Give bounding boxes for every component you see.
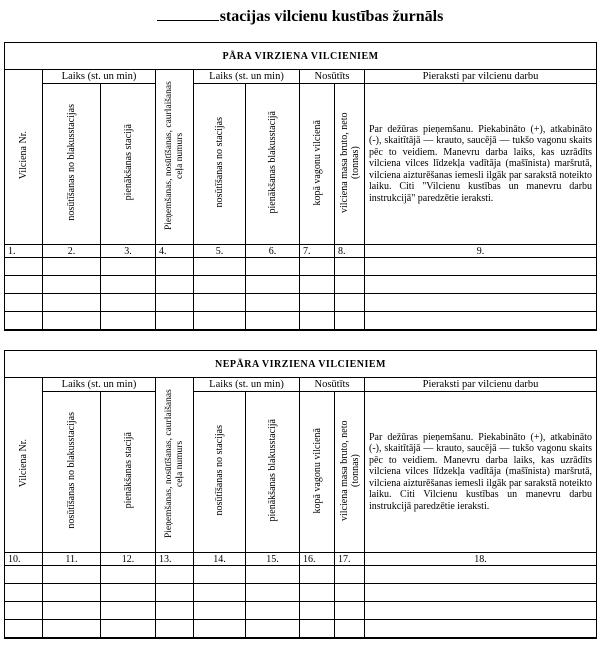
table-row[interactable]: [5, 584, 597, 602]
entry-cell[interactable]: [5, 566, 43, 584]
column-number: 15.: [246, 553, 300, 566]
entry-cell[interactable]: [194, 258, 246, 276]
entry-cell[interactable]: [156, 620, 194, 639]
entry-cell[interactable]: [43, 258, 101, 276]
column-number: 17.: [335, 553, 365, 566]
col-wagons-total-header: kopā vagonu vilcienā: [300, 84, 335, 245]
page-title-text: stacijas vilcienu kustības žurnāls: [219, 8, 444, 25]
col-route-number-header: Pieņemšanas, nosūtīšanas, caurlaišanas ceļa numurs: [156, 378, 194, 553]
entry-cell[interactable]: [246, 584, 300, 602]
entry-cell[interactable]: [101, 258, 156, 276]
entry-cell[interactable]: [156, 294, 194, 312]
entry-cell[interactable]: [101, 566, 156, 584]
column-number: 7.: [300, 245, 335, 258]
entry-cell[interactable]: [5, 620, 43, 639]
page-title: [0, 6, 600, 26]
entry-cell[interactable]: [365, 602, 597, 620]
entry-cell[interactable]: [43, 276, 101, 294]
notes-group-header: Pieraksti par vilcienu darbu: [365, 378, 597, 392]
entry-cell[interactable]: [365, 566, 597, 584]
column-number: 12.: [101, 553, 156, 566]
entry-cell[interactable]: [246, 602, 300, 620]
entry-cell[interactable]: [101, 620, 156, 639]
entry-cell[interactable]: [194, 620, 246, 639]
col-mass-header: vilciena masa bruto, neto (tonnas): [335, 392, 365, 553]
entry-cell[interactable]: [300, 312, 335, 331]
entry-cell[interactable]: [335, 276, 365, 294]
entry-cell[interactable]: [365, 584, 597, 602]
col-depart-neighbor-header: nosūtīšanas no blakusstacijas: [43, 392, 101, 553]
table-row[interactable]: [5, 566, 597, 584]
entry-cell[interactable]: [194, 276, 246, 294]
time-group-header-1: Laiks (st. un min): [43, 378, 156, 392]
column-number: 18.: [365, 553, 597, 566]
column-number: 11.: [43, 553, 101, 566]
sent-group-header: Nosūtīts: [300, 70, 365, 84]
table-row[interactable]: [5, 294, 597, 312]
entry-cell[interactable]: [194, 312, 246, 331]
entry-cell[interactable]: [43, 312, 101, 331]
col-arrive-neighbor-header: pienākšanas blakusstacijā: [246, 392, 300, 553]
entry-cell[interactable]: [300, 602, 335, 620]
entry-cell[interactable]: [246, 294, 300, 312]
col-arrive-neighbor-header: pienākšanas blakusstacijā: [246, 84, 300, 245]
entry-cell[interactable]: [101, 276, 156, 294]
entry-cell[interactable]: [5, 258, 43, 276]
entry-cell[interactable]: [335, 584, 365, 602]
entry-cell[interactable]: [365, 258, 597, 276]
entry-cell[interactable]: [335, 294, 365, 312]
section-title: PĀRA VIRZIENA VILCIENIEM: [5, 43, 597, 70]
entry-cell[interactable]: [156, 312, 194, 331]
time-group-header-2: Laiks (st. un min): [194, 70, 300, 84]
section-title: NEPĀRA VIRZIENA VILCIENIEM: [5, 351, 597, 378]
table-row[interactable]: [5, 312, 597, 331]
col-depart-station-header: nosūtīšanas no stacijas: [194, 392, 246, 553]
column-number: 16.: [300, 553, 335, 566]
notes-description: Par dežūras pieņemšanu. Piekabināto (+), atkabināto (-), skaitītājā — krauto, saucējā — tukšo vagonu skaits pēc to veidiem. Manevru darba laiks, kas uzrādīts vilciena vilces līdzekļa vadītāja (mašīnista) maršrutā, vilciena aizturēšanas iemesli ilgāk par sarakstā noteikto laiku. Citi Vilcienu kustības un manevru darbu instrukcijā paredzētie ieraksti.: [365, 392, 597, 553]
entry-cell[interactable]: [300, 276, 335, 294]
entry-cell[interactable]: [365, 294, 597, 312]
entry-cell[interactable]: [194, 602, 246, 620]
col-wagons-total-header: kopā vagonu vilcienā: [300, 392, 335, 553]
entry-cell[interactable]: [246, 276, 300, 294]
entry-cell[interactable]: [246, 620, 300, 639]
column-number: 5.: [194, 245, 246, 258]
column-number-row: [5, 245, 597, 258]
col-train-number-header: Vilciena Nr.: [5, 378, 43, 553]
entry-cell[interactable]: [43, 602, 101, 620]
entry-cell[interactable]: [246, 312, 300, 331]
entry-cell[interactable]: [194, 584, 246, 602]
entry-cell[interactable]: [43, 566, 101, 584]
col-route-number-header: Pieņemšanas, nosūtīšanas, caurlaišanas ceļa numurs: [156, 70, 194, 245]
entry-cell[interactable]: [43, 294, 101, 312]
column-number: 6.: [246, 245, 300, 258]
column-number: 4.: [156, 245, 194, 258]
table-row[interactable]: [5, 276, 597, 294]
table-row[interactable]: [5, 620, 597, 639]
column-number: 13.: [156, 553, 194, 566]
entry-cell[interactable]: [5, 584, 43, 602]
time-group-header-1: Laiks (st. un min): [43, 70, 156, 84]
entry-cell[interactable]: [5, 602, 43, 620]
even-direction-table: [4, 42, 597, 331]
entry-cell[interactable]: [335, 312, 365, 331]
station-name-blank[interactable]: [157, 6, 219, 21]
entry-cell[interactable]: [335, 602, 365, 620]
odd-direction-table: [4, 350, 597, 639]
entry-cell[interactable]: [300, 566, 335, 584]
time-group-header-2: Laiks (st. un min): [194, 378, 300, 392]
entry-cell[interactable]: [101, 602, 156, 620]
entry-cell[interactable]: [300, 620, 335, 639]
column-number: 14.: [194, 553, 246, 566]
column-number-row: [5, 553, 597, 566]
column-number: 3.: [101, 245, 156, 258]
entry-cell[interactable]: [101, 294, 156, 312]
entry-cell[interactable]: [5, 294, 43, 312]
column-number: 2.: [43, 245, 101, 258]
entry-cell[interactable]: [365, 620, 597, 639]
entry-cell[interactable]: [156, 584, 194, 602]
entry-cell[interactable]: [335, 620, 365, 639]
entry-cell[interactable]: [246, 258, 300, 276]
entry-cell[interactable]: [156, 566, 194, 584]
entry-cell[interactable]: [246, 566, 300, 584]
entry-cell[interactable]: [365, 276, 597, 294]
entry-cell[interactable]: [5, 312, 43, 331]
entry-cell[interactable]: [156, 602, 194, 620]
table-row[interactable]: [5, 602, 597, 620]
col-depart-neighbor-header: nosūtīšanas no blakusstacijas: [43, 84, 101, 245]
col-train-number-header: Vilciena Nr.: [5, 70, 43, 245]
entry-cell[interactable]: [43, 620, 101, 639]
entry-cell[interactable]: [5, 276, 43, 294]
entry-cell[interactable]: [365, 312, 597, 331]
table-row[interactable]: [5, 258, 597, 276]
entry-cell[interactable]: [156, 276, 194, 294]
entry-cell[interactable]: [101, 312, 156, 331]
entry-cell[interactable]: [335, 566, 365, 584]
entry-cell[interactable]: [101, 584, 156, 602]
entry-cell[interactable]: [194, 566, 246, 584]
col-arrive-station-header: pienākšanas stacijā: [101, 84, 156, 245]
col-mass-header: vilciena masa bruto, neto (tonnas): [335, 84, 365, 245]
column-number: 10.: [5, 553, 43, 566]
entry-cell[interactable]: [335, 258, 365, 276]
notes-description: Par dežūras pieņemšanu. Piekabināto (+), atkabināto (-), skaitītājā — krauto, saucējā — tukšo vagonu skaits pēc to veidiem. Manevru darba laiks, kas uzrādīts vilciena vilces līdzekļa vadītāja (mašīnista) maršrutā, vilciena aizturēšanas iemesli ilgāk par sarakstā noteikto laiku. Citi "Vilcienu kustības un manevru darbu instrukcijā" paredzētie ieraksti.: [365, 84, 597, 245]
entry-cell[interactable]: [300, 584, 335, 602]
entry-cell[interactable]: [300, 258, 335, 276]
col-depart-station-header: nosūtīšanas no stacijas: [194, 84, 246, 245]
notes-group-header: Pieraksti par vilcienu darbu: [365, 70, 597, 84]
column-number: 9.: [365, 245, 597, 258]
entry-cell[interactable]: [156, 258, 194, 276]
entry-cell[interactable]: [300, 294, 335, 312]
entry-cell[interactable]: [194, 294, 246, 312]
column-number: 1.: [5, 245, 43, 258]
entry-cell[interactable]: [43, 584, 101, 602]
column-number: 8.: [335, 245, 365, 258]
col-arrive-station-header: pienākšanas stacijā: [101, 392, 156, 553]
sent-group-header: Nosūtīts: [300, 378, 365, 392]
